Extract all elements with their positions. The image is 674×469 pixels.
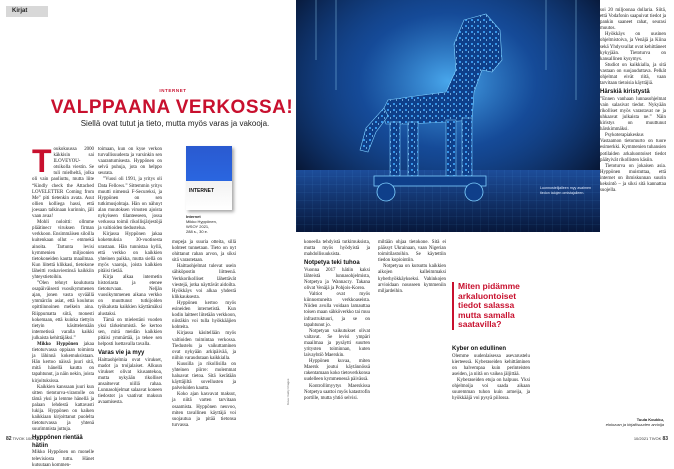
- paragraph: Tietoturva on jokaisen asia. Hyppönen muistuttaa, että internet on ihmiskunnan suurin keksintö – ja siksi sitä kannattaa suojella.: [600, 163, 666, 194]
- paragraph: jakaa tietoturvassa oppiaan toiminta ja lähinnä kokemuksistaan. Hän kertoo näissä juuri sitä, mitä hänellä kautta on tapahtunut, ja näin nekin, joista kirjoituksissa.: [32, 342, 94, 384]
- photo-credit: Kuva: Getty Images: [286, 378, 290, 405]
- paragraph: Hyppönen kuvaa, miten Maersk joutui käytännössä rakentamaan koko tietoverkkonsa uudelleen kymmenessä päivässä.: [304, 359, 370, 383]
- paragraph: mopeja ja suuria otteita, sillä kohteet tunnetaan. Tieto on nyt ohittanut rahan arvon, ja siksi sitä varastetaan.: [172, 240, 236, 264]
- paragraph: Kontrollimyytys Maerskissa Notpetya saattoi myös katastrofin portille, mutta yhtiö selvisi.: [304, 383, 370, 401]
- book-meta-publisher: WSOY 2021,: [186, 224, 210, 229]
- subheading: Härskiä kiristystä: [600, 89, 650, 96]
- author-name: Tuula Koukku,: [636, 417, 664, 422]
- paragraph: Kaikkien kanssaan juuri kun sitten tietoturva-virastolle on tämä yksi ja lemme hänellä ja palaan lehdestä kattavasti lukija. Hyppönen on kaiken kaikkiaan kirjoittanut puolelta tietoturvassa ja yhtenä suurimmista juttuja.: [32, 384, 94, 433]
- text-column-1: [32, 143, 94, 469]
- author-role: elokuvan ja kirjallisuuden arvioija: [605, 422, 664, 427]
- paragraph: oukokuussa 2000 käkkisin sai ILOVEYOU-otsikolla viestin. Se tuli mielheltä, jolka oli vain paoliuttu, mutta liite “Kindly check the Attached LOVELETTER Coming from Me” piti tietenkin avata. Asut ollien kolliega hassi, että joesaan talkinaan kurinnin, jäli vaan avaa!: [32, 147, 94, 220]
- paragraph: Mohli noloitti: ollmme pläätinecr viruksen firman verkkoon. Ensimmäisen siloilla kuitenkaan ollut – emmekä ainoita. Tartunta levisi kymmenien miljoonien tietokoneiden kautta maailmaa. Kun liitettä klikkasi, tietokone läheitti roskaviestinsä kaikkiin yhteystietoihin.: [32, 220, 94, 280]
- paragraph: ”Olen tehnyt koulutusta osapäiväisesti vuosikymmenen ajan, jonen vasta syväällä ymmärrän asiat, että koulutus opittiinnoinen melkein aina. Riippumatta siitä, monesti kokemaan, että kuinka tiettyin tietyin käsittelemään internetissä varalla kaikki julkaista kehittäjäksi.”: [32, 281, 94, 341]
- paragraph: Notpetyan vaikutukset olivat valtavat. Se levisi ympäri maailmaa ja pysäytti suurten yritysten toiminnan, kuten laivayhtiö Maerskin.: [304, 328, 370, 359]
- paragraph: Koko ajan kasvavat maksut, ja niitä varten tarvitaan osaamista. Hyppönen neuvoo, miten tavallinen käyttäjä voi suojautua ja pitää tietonsa turvassa.: [172, 392, 236, 428]
- article-title: VALPPAANA VERKOSSA!: [50, 97, 294, 118]
- book-meta-pages: 288 s., 30 e.: [186, 229, 209, 234]
- paragraph: Valtiot ovat myös kiinnostuneita verkkoaseista. Niiden avulla voidaan lamauttaa toisen maan sähköverkko tai muu infrastruktuuri, ja se on tapahtunut jo.: [304, 292, 370, 328]
- paragraph: Kirjassa Hyppönen jakaa kokemuksia 30-vuotisesta urastaan. Hän tunnistaa kyllä, että verkko on kaikkien yhteinen paikka, mutta siellä on myös vaaroja, joista kaikkien pitäisi tietää.: [98, 232, 162, 274]
- subheading: Kyber on edullinen: [452, 346, 507, 352]
- paragraph: Studiot on kaikkialla, ja sitä vastaan on suojauduttava. Pelkät ohjelmat eivät riitä, vaan tarvitaan tietoisia käyttäjiä.: [600, 62, 666, 87]
- article-deck: Siellä ovat tutut ja tieto, mutta myös varas ja vakooja.: [80, 119, 270, 128]
- subheading: Varas vie ja myy: [98, 350, 145, 357]
- hero-caption: Luonnostelijalleen myy avaimen tiedon talojen omistajalleen.: [540, 186, 591, 195]
- book-meta-title: Internet: [186, 214, 201, 219]
- book-info: [186, 214, 266, 234]
- paragraph: Vuonna 2017 hätiin kaksi lähteistä lunnasohjelmista, Notpetya ja Wannacry. Takana olivat Venäjä ja Pohjois-Korea.: [304, 267, 370, 292]
- paragraph: miltään ohjaa tietokone. Sitä ei päässyt Ukrainaan, vaan Nigerian toimitilastoihin. Se käytettiin tiedon kopiointiin.: [378, 240, 446, 264]
- paragraph: toimaan, kun on kyse verkon turvallisuudesta ja varsinkin sen vaarantumisesta. Hyppönen on selvä puhuja, jota on helppo seurata.: [98, 147, 162, 177]
- footer-left: [6, 436, 40, 442]
- text-column-3: [172, 240, 236, 429]
- issue-right: 10/2021 TIVOK: [633, 436, 662, 441]
- page-number-right: 83: [662, 436, 668, 442]
- paragraph: Kirja alkaa internetin historiasta ja etenee tietoturvaan. Neljän vuosikymmenen aikana verkko on muuttunut tutkijoiden työkalusta kaikkien käyttämäksi alustaksi.: [98, 274, 162, 317]
- hero-image: [296, 0, 600, 232]
- person-name: Mikko Hyppönen: [37, 342, 79, 347]
- page-number-left: 82: [6, 436, 12, 442]
- paragraph: Kyberaseiden etuja on halpuus. Yksi ohjelmoija voi saada aikaan suuremman tuhon kuin armeija, ja hyökkääjä voi pysyä piilossa.: [452, 377, 530, 402]
- paragraph: Kirjassa käsitellään myös valtioiden toimintaa verkossa. Tiedustelu ja vaikuttaminen ovat nykyään arkipäivää, ja niihin varaudutaan kaikkialla.: [172, 331, 236, 361]
- paragraph: Tämä on mielestäni vuoden yksi tärkeimmistä. Se kertoo sen, mitä meidän kaikkien pitäisi ymmärtää, ja tekee sen helposti luettavalla tavalla.: [98, 317, 162, 347]
- paragraph: Psykoterapiakeskus Vastaamon tietomurto on tuore esimerkki. Kymmenien tuhansien potilaiden arkaluontoiset tiedot päätyivät rikollisten käsiin.: [600, 133, 666, 163]
- text-column-5: [378, 240, 446, 295]
- paragraph: Olemme uudenlaisessa asevarustelu kierteessä. Kyberaseiden kehittäminen on halvempaa kuin perinteisten aseiden, ja niitä on vaikea jäljittää.: [452, 353, 530, 377]
- subheading: Hyppönen rientää hätiin: [32, 435, 83, 449]
- book-cover-title: INTERNET: [189, 188, 214, 194]
- paragraph: ”Vuosi oli 1991, ja yritys oli Data Fellows.” Sittemmin yritys muutti nimensä F-Secureksi, ja Hyppönen on sen tutkimusjohtaja. Hän on nähnyt alan muutoksen virusten ajoista nykyiseen tilanteeseen, jossa verkossa toimii rikollisjärjestöjä ja valtioiden tiedustelua.: [98, 177, 162, 232]
- paragraph: soi 20 miljoonaa dollaria. Siitä, että Vodafonin saapuivat tiedot ja pankin saaneet rahat, seurasi muutos.: [600, 8, 666, 32]
- book-cover: [186, 146, 232, 210]
- trojan-horse-illustration: [296, 0, 600, 232]
- pull-quote: [452, 282, 530, 330]
- paragraph: ”Ennen vanhaan lunnasohjelmat vain salasivat tiedot. Nykyään rikolliset myös varastavat ne ja uhkaavat julkaista ne.” Näin kiristys on muuttunut härskimmäksi.: [600, 96, 666, 133]
- article-kicker: INTERNET: [159, 88, 187, 93]
- paragraph: koneella tehdyistä tutkimuksista, mutta myös hyödyistä ja mahdollisuuksista.: [304, 240, 370, 258]
- pull-quote-text: Miten pidämme arkaluontoiset tiedot salassa mutta samalla saatavilla?: [458, 281, 520, 329]
- text-column-4: [304, 240, 370, 402]
- paragraph: Notpetyaa on kutsuttu kaikkien aikojen kalleimmaksi kyberhyökkäykseksi. Vahinkojen arvioidaan nousseen kymmeniin miljardeihin.: [378, 264, 446, 294]
- paragraph: Haittaohjelmia ovat virukset, madot ja troijalaiset. Alkuun virukset olivat kiusantekoa, mutta nykyään rikolliset ansaitsevat niillä rahaa. Lunnasohjelmat salaavat koneen tiedostot ja vaativat maksun avaamisesta.: [98, 357, 162, 406]
- issue-left: TIVOK 10/2021: [12, 436, 41, 441]
- drop-cap: T: [32, 143, 52, 179]
- paragraph: Kuusilla ja rikollisilla on yhteinen piirre: molemmat haluavat tietoa. Sitä kerätään käyttäjiltä sovellusten ja palveluiden kautta.: [172, 361, 236, 392]
- footer-right: [634, 436, 668, 442]
- text-column-5-lower: [452, 344, 530, 402]
- paragraph: Haittaohjelmat tulevat usein sähköpostin liitteenä. Verkkorikolliset lähettävät viestejä, jotka näyttävät aidoilta. Hyökkäys voi alkaa yhdestä klikkauksesta.: [172, 264, 236, 300]
- book-meta-author: Mikko Hyppönen,: [186, 219, 217, 224]
- text-column-2: [98, 147, 162, 406]
- section-tab: Kirjat: [6, 6, 48, 17]
- author-credit: [590, 417, 664, 427]
- subheading: Notpetya teki tuhoa: [304, 260, 360, 267]
- paragraph: Hyppönen kertoo myös esineiden internetistä. Kun kodin laitteet liitetään verkkoon, niistäkin voi tulla hyökkääjien kohteita.: [172, 300, 236, 331]
- paragraph: Mikko Hyppönen on monelle televisiosta tuttu. Hänet kutsutaan kommen-: [32, 450, 94, 468]
- paragraph: Hyökkäys on uusinen ohjelmistoiva, ja Venäjä ja Kiina sekä Yhdysvallat ovat kehittäneet kykyjään. Tietoturva on kansallinen kysymys.: [600, 32, 666, 62]
- text-column-6: [600, 8, 666, 194]
